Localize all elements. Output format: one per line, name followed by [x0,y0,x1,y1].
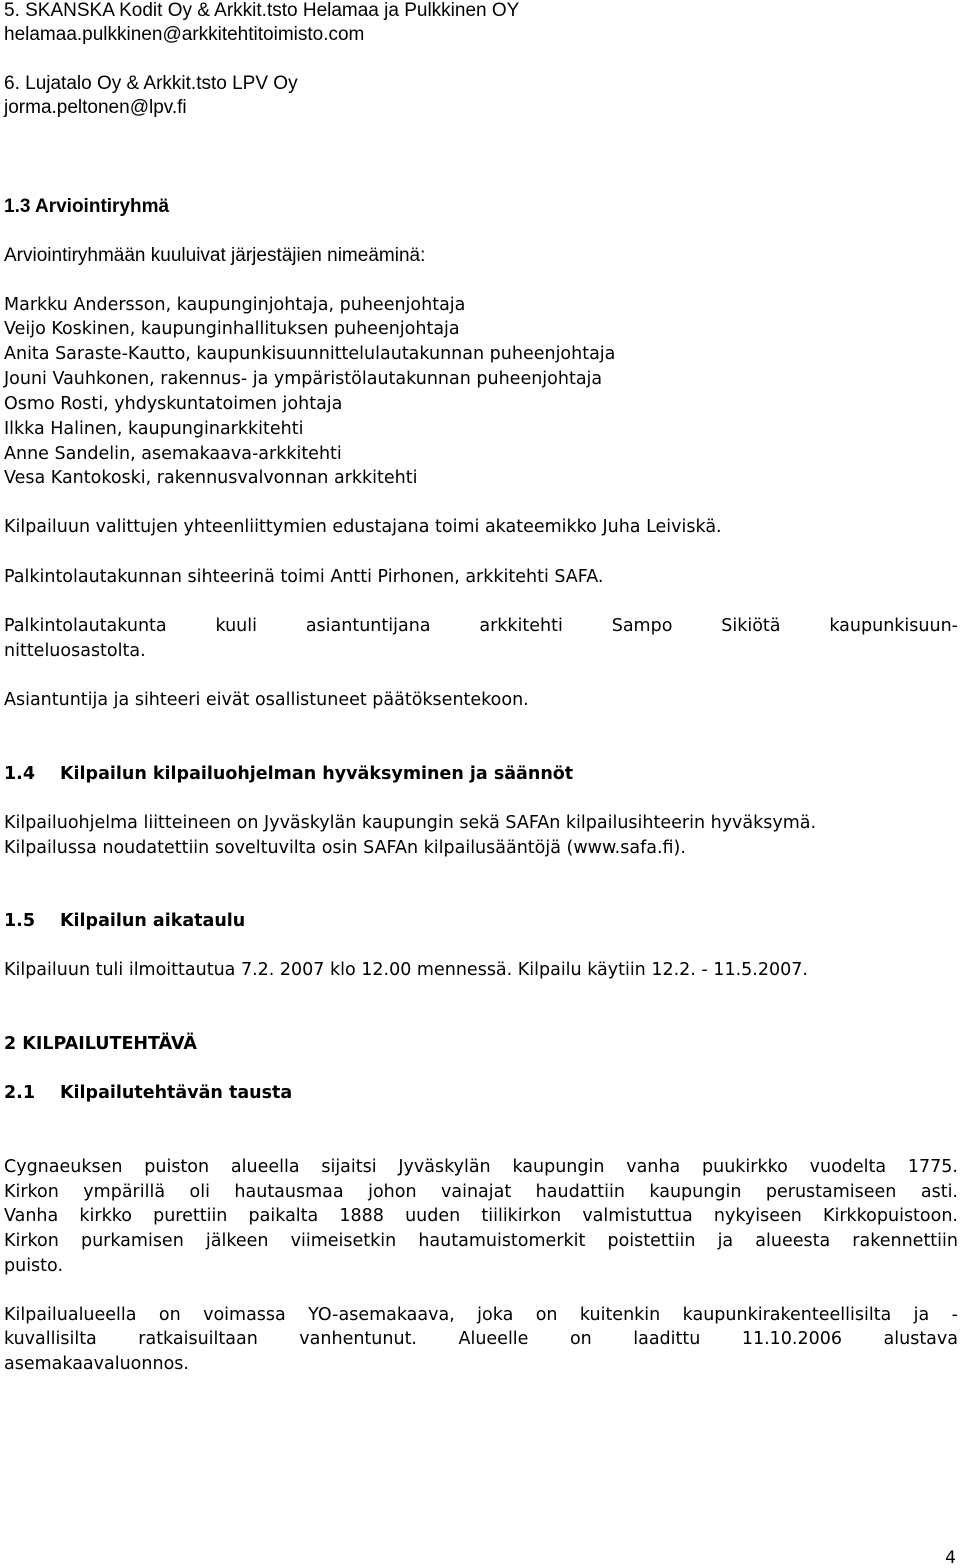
section-2-1-para-2-line: asemakaavaluonnos. [4,1354,189,1374]
section-2-1-para-1-line: Cygnaeuksen puiston alueella sijaitsi Jyväskylän kaupungin vanha puukirkko vuodelta 1775. [4,1157,958,1177]
section-1-3-heading: 1.3 Arviointiryhmä [4,196,170,217]
section-1-4-line-2: Kilpailussa noudatettiin soveltuvilta osin SAFAn kilpailusääntöjä (www.safa.fi). [4,838,686,858]
contact-5-email: helamaa.pulkkinen@arkkitehtitoimisto.com [4,24,365,45]
section-2-heading: 2 KILPAILUTEHTÄVÄ [4,1034,197,1054]
section-1-3-intro: Arviointiryhmään kuuluivat järjestäjien nimeäminä: [4,245,426,266]
member-item: Ilkka Halinen, kaupunginarkkitehti [4,419,304,439]
section-2-1-number: 2.1 [4,1083,36,1103]
section-1-5-heading [4,910,245,932]
member-item: Jouni Vauhkonen, rakennus- ja ympäristölautakunnan puheenjohtaja [4,369,603,389]
contact-5-name: 5. SKANSKA Kodit Oy & Arkkit.tsto Helamaa ja Pulkkinen OY [4,0,520,21]
section-1-3-paragraph-4: Asiantuntija ja sihteeri eivät osallistuneet päätöksentekoon. [4,690,529,710]
section-2-1-title: Kilpailutehtävän tausta [60,1083,293,1103]
section-2-1-heading [4,1082,292,1104]
member-item: Anita Saraste-Kautto, kaupunkisuunnittelulautakunnan puheenjohtaja [4,344,616,364]
section-2-1-para-1-line: Kirkon ympärillä oli hautausmaa johon vainajat haudattiin kaupungin perustamiseen asti. [4,1182,958,1202]
section-1-3-paragraph-1: Kilpailuun valittujen yhteenliittymien edustajana toimi akateemikko Juha Leiviskä. [4,517,722,537]
section-1-4-heading [4,763,573,785]
page-number: 4 [945,1548,956,1568]
section-1-5-number: 1.5 [4,911,36,931]
member-item: Anne Sandelin, asemakaava-arkkitehti [4,444,342,464]
contact-6-name: 6. Lujatalo Oy & Arkkit.tsto LPV Oy [4,73,298,94]
section-1-4-title: Kilpailun kilpailuohjelman hyväksyminen ja säännöt [60,764,574,784]
member-item: Veijo Koskinen, kaupunginhallituksen puheenjohtaja [4,319,460,339]
section-2-1-para-1-line: Vanha kirkko purettiin paikalta 1888 uuden tiilikirkon valmistuttua nykyiseen Kirkkopuistoon. [4,1206,958,1226]
section-2-1-para-2-line: kuvallisilta ratkaisuiltaan vanhentunut. Alueelle on laadittu 11.10.2006 alustava [4,1329,958,1349]
member-item: Markku Andersson, kaupunginjohtaja, puheenjohtaja [4,295,466,315]
section-2-1-para-1-line: Kirkon purkamisen jälkeen viimeisetkin hautamuistomerkit poistettiin ja alueesta rakennettiin [4,1231,958,1251]
contact-6-email: jorma.peltonen@lpv.fi [4,97,187,118]
section-1-3-paragraph-3-line-1: Palkintolautakunta kuuli asiantuntijana arkkitehti Sampo Sikiötä kaupunkisuun- [4,616,958,636]
section-1-3-paragraph-3-line-2: nitteluosastolta. [4,641,146,661]
section-1-5-line-1: Kilpailuun tuli ilmoittautua 7.2. 2007 klo 12.00 mennessä. Kilpailu käytiin 12.2. - 11.5.2007. [4,960,808,980]
section-1-3-paragraph-2: Palkintolautakunnan sihteerinä toimi Antti Pirhonen, arkkitehti SAFA. [4,567,604,587]
section-2-1-para-2-line: Kilpailualueella on voimassa YO-asemakaava, joka on kuitenkin kaupunkirakenteellisilta ja - [4,1305,958,1325]
member-item: Vesa Kantokoski, rakennusvalvonnan arkkitehti [4,468,418,488]
section-2-1-para-1-line: puisto. [4,1256,64,1276]
member-item: Osmo Rosti, yhdyskuntatoimen johtaja [4,394,343,414]
section-1-4-line-1: Kilpailuohjelma liitteineen on Jyväskylän kaupungin sekä SAFAn kilpailusihteerin hyväksymä. [4,813,817,833]
section-1-4-number: 1.4 [4,764,36,784]
section-1-5-title: Kilpailun aikataulu [60,911,246,931]
